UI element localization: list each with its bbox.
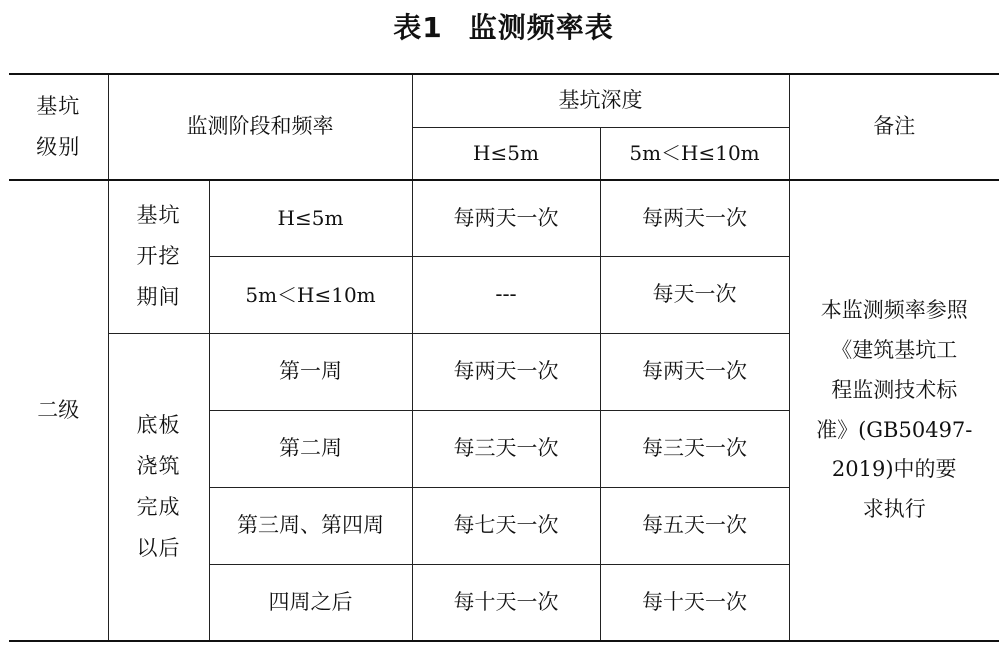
excavation-stage-line-1: 基坑 <box>136 203 181 228</box>
slab-stage <box>137 405 181 569</box>
shallow-frequency-cell: 每两天一次 <box>412 333 600 410</box>
header-depth-deep: 5m＜H≤10m <box>600 127 789 180</box>
slab-stage-line-1: 底板 <box>136 412 181 437</box>
table-row <box>9 180 999 256</box>
slab-stage-cell <box>108 333 209 641</box>
deep-frequency-cell: 每两天一次 <box>600 180 789 256</box>
header-level-line-1: 基坑 <box>36 94 81 119</box>
remarks-line-1: 本监测频率参照 <box>820 297 968 322</box>
excavation-stage <box>137 195 181 318</box>
remarks-line-3: 程监测技术标 <box>831 377 958 402</box>
shallow-frequency-cell: 每两天一次 <box>412 180 600 256</box>
slab-stage-line-3: 完成 <box>136 494 181 519</box>
condition-cell: 第一周 <box>209 333 412 410</box>
excavation-stage-line-3: 期间 <box>136 285 181 310</box>
remarks-line-4: 准》(GB50497- <box>816 417 973 442</box>
excavation-stage-cell <box>108 180 209 333</box>
shallow-frequency-cell: --- <box>412 256 600 333</box>
condition-cell: 第二周 <box>209 410 412 487</box>
deep-frequency-cell: 每两天一次 <box>600 333 789 410</box>
deep-frequency-cell: 每五天一次 <box>600 487 789 564</box>
remarks-note <box>816 291 972 530</box>
monitoring-frequency-table <box>9 73 999 642</box>
condition-cell: H≤5m <box>209 180 412 256</box>
shallow-frequency-cell: 每十天一次 <box>412 564 600 641</box>
header-remarks: 备注 <box>789 74 999 180</box>
deep-frequency-cell: 每天一次 <box>600 256 789 333</box>
condition-cell: 5m＜H≤10m <box>209 256 412 333</box>
header-level-line-2: 级别 <box>36 135 81 159</box>
remarks-cell <box>789 180 999 641</box>
remarks-line-2: 《建筑基坑工 <box>831 337 958 362</box>
header-row-1 <box>9 74 999 127</box>
header-level-cell <box>9 74 108 180</box>
condition-cell: 第三周、第四周 <box>209 487 412 564</box>
condition-cell: 四周之后 <box>209 564 412 641</box>
level-cell: 二级 <box>9 180 108 641</box>
shallow-frequency-cell: 每三天一次 <box>412 410 600 487</box>
remarks-line-5: 2019)中的要 <box>831 457 957 482</box>
header-depth-shallow: H≤5m <box>412 127 600 180</box>
excavation-stage-line-2: 开挖 <box>136 244 181 269</box>
slab-stage-line-2: 浇筑 <box>136 453 181 478</box>
shallow-frequency-cell: 每七天一次 <box>412 487 600 564</box>
remarks-line-6: 求执行 <box>862 497 926 522</box>
slab-stage-line-4: 以后 <box>136 535 181 560</box>
table-title <box>0 10 1007 46</box>
header-depth: 基坑深度 <box>412 74 789 127</box>
header-level <box>36 86 80 168</box>
deep-frequency-cell: 每十天一次 <box>600 564 789 641</box>
deep-frequency-cell: 每三天一次 <box>600 410 789 487</box>
header-stage-frequency: 监测阶段和频率 <box>108 74 412 180</box>
table-number: 表1 <box>393 11 443 44</box>
table-title-text: 监测频率表 <box>468 11 614 44</box>
